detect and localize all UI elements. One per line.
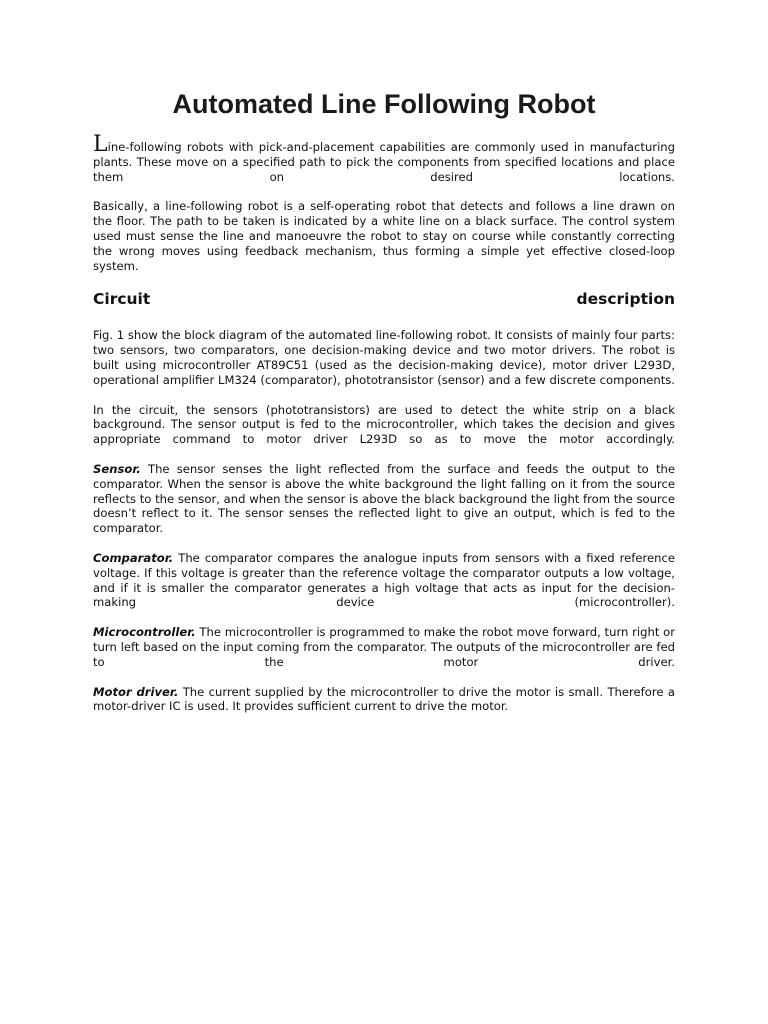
page-title: Automated Line Following Robot bbox=[172, 89, 596, 119]
body-paragraph: Fig. 1 show the block diagram of the automated line-following robot. It consists of mainly four parts: two sensors, two comparators, one decision-making device and two motor drivers. The robot is built using microcontroller AT89C51 (used as the decision-making device), motor driver L293D, operational amplifier LM324 (comparator), phototransistor (sensor) and a few discrete components. bbox=[93, 328, 675, 387]
motor-driver-text: The current supplied by the microcontroller to drive the motor is small. Therefore a motor-driver IC is used. It provides sufficient current to drive the motor. bbox=[93, 684, 675, 714]
comparator-text: The comparator compares the analogue inputs from sensors with a fixed reference voltage. If this voltage is greater than the reference voltage the comparator outputs a low voltage, and if it is smaller the comparator generates a high voltage that acts as input for the decision-making device (microcontroller). bbox=[93, 550, 675, 610]
motor-driver-term: Motor driver. bbox=[93, 684, 179, 699]
sensor-text: The sensor senses the light reflected from the surface and feeds the output to the comparator. When the sensor is above the white background the light falling on it from the source reflects to the sensor, and when the sensor is above the black background the light from the source doesn’t reflect to it. The sensor senses the reflected light to give an output, which is fed to the comparator. bbox=[93, 461, 675, 536]
drop-cap: L bbox=[93, 132, 108, 157]
body-paragraph: In the circuit, the sensors (phototransistors) are used to detect the white strip on a black background. The sensor output is fed to the microcontroller, which takes the decision and gives appropriate command to motor driver L293D so as to move the motor accordingly. bbox=[93, 402, 675, 447]
microcontroller-text: The microcontroller is programmed to make the robot move forward, turn right or turn left based on the input coming from the comparator. The outputs of the microcontroller are fed to the motor driver. bbox=[93, 625, 675, 669]
microcontroller-term: Microcontroller. bbox=[93, 625, 196, 640]
body-paragraph: Basically, a line-following robot is a self-operating robot that detects and follows a line drawn on the floor. The path to be taken is indicated by a white line on a black surface. The control system used must sense the line and manoeuvre the robot to stay on course while constantly correcting the wrong moves using feedback mechanism, thus forming a simple yet effective closed-loop system. bbox=[93, 199, 675, 273]
comparator-paragraph bbox=[93, 551, 675, 610]
comparator-term: Comparator. bbox=[93, 550, 174, 565]
intro-paragraph bbox=[93, 132, 675, 184]
sensor-paragraph bbox=[93, 462, 675, 536]
document-page bbox=[93, 84, 675, 729]
intro-paragraph-text: ine-following robots with pick-and-placement capabilities are commonly used in manufacturing plants. These move on a specified path to pick the components from specified locations and place them on desired locations. bbox=[93, 140, 675, 184]
microcontroller-paragraph bbox=[93, 625, 675, 669]
section-heading: Circuit description bbox=[93, 290, 675, 309]
sensor-term: Sensor. bbox=[93, 461, 141, 476]
motor-driver-paragraph bbox=[93, 685, 675, 715]
